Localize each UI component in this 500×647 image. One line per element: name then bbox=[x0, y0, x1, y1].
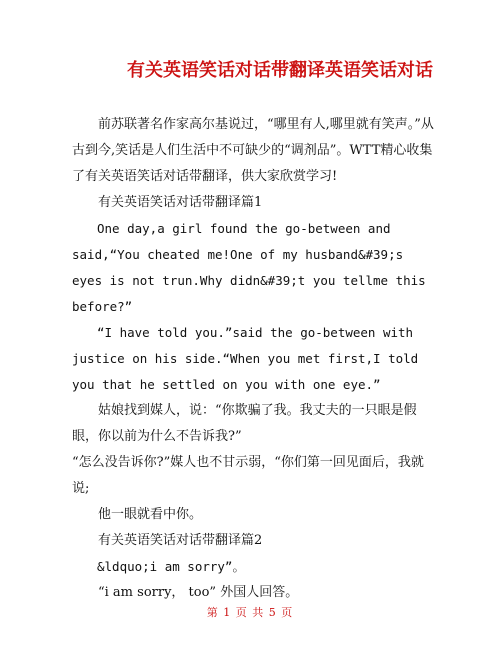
english-paragraph-2: “I have told you.”said the go-between with justice on his side.“When you met first,I told you that he settled on you with one eye.” bbox=[72, 325, 419, 392]
chinese-paragraph-2: “怎么没告诉你?”媒人也不甘示弱，“你们第一回见面后，我就说; bbox=[72, 455, 424, 496]
intro-paragraph: 前苏联著名作家高尔基说过，“哪里有人,哪里就有笑声。”从古到今,笑话是人们生活中不可缺少的“调剂品”。WTT精心收集了有关英语笑话对话带翻译，供大家欣赏学习! bbox=[72, 117, 434, 184]
chinese-line-sorry-too: “i am sorry， too” 外国人回答。 bbox=[98, 585, 299, 600]
page-number-footer: 第 1 页 共 5 页 bbox=[206, 606, 294, 619]
section-heading-1: 有关英语笑话对话带翻译篇1 bbox=[98, 195, 263, 210]
document-title: 有关英语笑话对话带翻译英语笑话对话 bbox=[127, 60, 433, 81]
chinese-paragraph-3: 他一眼就看中你。 bbox=[98, 507, 203, 522]
document-body bbox=[72, 112, 440, 606]
chinese-paragraph-1: 姑娘找到媒人，说：“你欺骗了我。我丈夫的一只眼是假眼，你以前为什么不告诉我?” bbox=[72, 403, 417, 444]
section-heading-2: 有关英语笑话对话带翻译篇2 bbox=[98, 533, 263, 548]
english-line-sorry: &ldquo;i am sorry”。 bbox=[97, 559, 245, 574]
english-paragraph-1: One day,a girl found the go-between and said,“You cheated me!One of my husband&#39;s eyes is not trun.Why didn&#39;t you tellme this before?” bbox=[72, 221, 426, 314]
